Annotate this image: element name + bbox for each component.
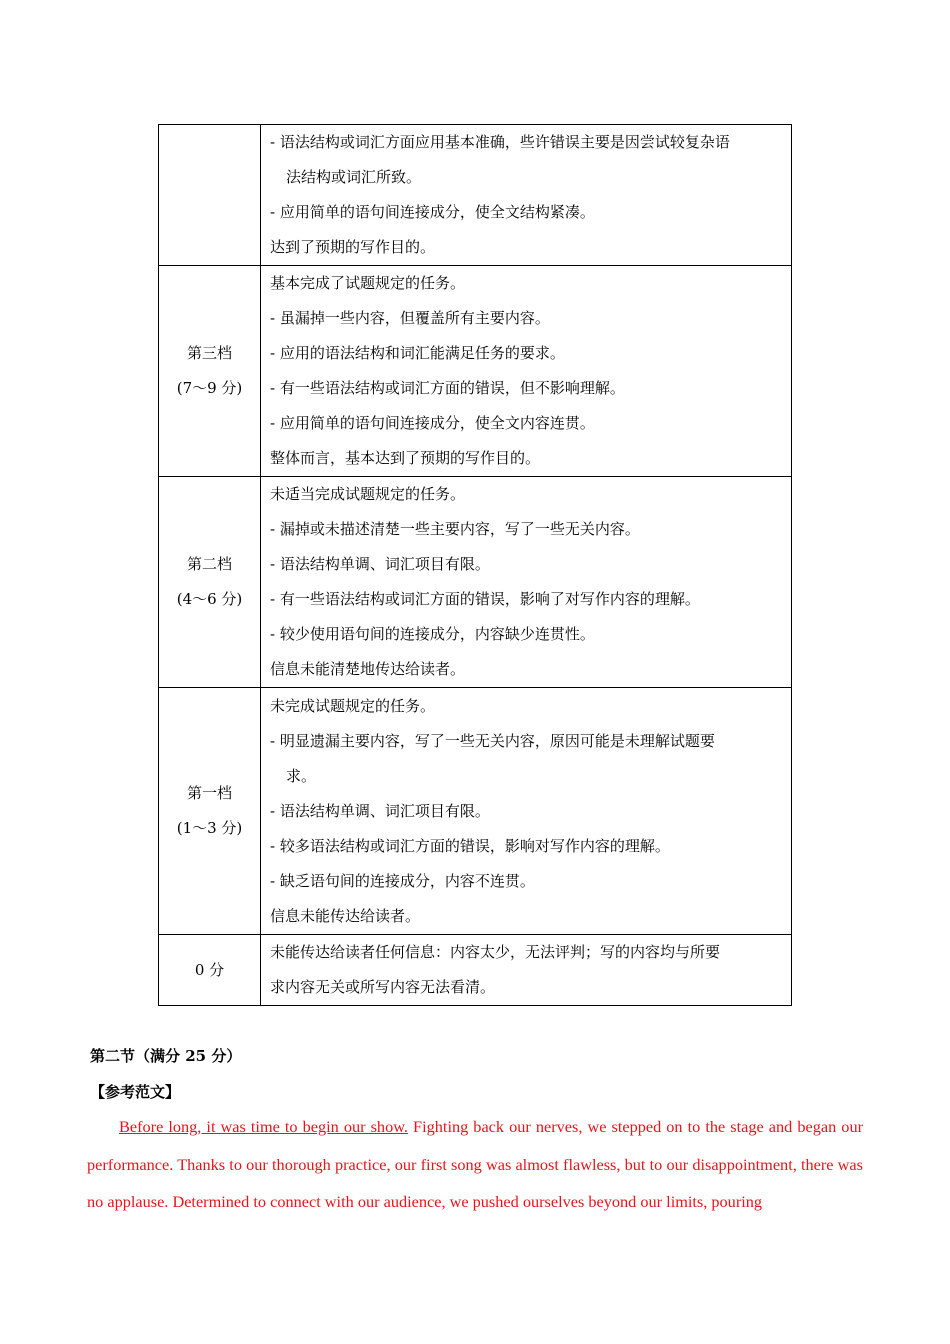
band-cell (159, 266, 261, 477)
band-label: 0 分 (194, 960, 225, 979)
description-line: - 应用简单的语句间连接成分，使全文内容连贯。 (270, 414, 595, 432)
description-line: - 较少使用语句间的连接成分，内容缺少连贯性。 (270, 625, 595, 643)
description-cell (261, 688, 792, 935)
description-line: 求内容无关或所写内容无法看清。 (270, 978, 496, 996)
essay-body: Fighting back our nerves, we stepped on to the stage and began our performance. Thanks to our thorough practice, our first song was almost flawless, but to our disappointment, there was no applause. Determined to connect with our audience, we pushed ourselves beyond our limits, pouring (87, 1117, 863, 1211)
description-line: 未完成试题规定的任务。 (270, 696, 436, 715)
table-row (159, 125, 792, 266)
table-row (159, 935, 792, 1006)
description-line: - 语法结构单调、词汇项目有限。 (270, 801, 490, 820)
description-line: - 应用的语法结构和词汇能满足任务的要求。 (270, 344, 565, 362)
band-label: 第一档 (186, 784, 232, 802)
description-cell (261, 125, 792, 266)
band-cell (159, 477, 261, 688)
band-score: (4～6 分) (176, 590, 243, 608)
description-line: 达到了预期的写作目的。 (270, 238, 436, 256)
description-line: - 明显遗漏主要内容，写了一些无关内容，原因可能是未理解试题要 (270, 731, 715, 750)
description-cell (261, 266, 792, 477)
table-row (159, 688, 792, 935)
sample-essay (87, 1108, 863, 1221)
band-cell (159, 935, 261, 1006)
section-title: 第二节（满分 25 分） (90, 1047, 242, 1065)
table-row (159, 477, 792, 688)
band-cell (159, 125, 261, 266)
band-cell (159, 688, 261, 935)
grading-table (158, 124, 792, 1006)
description-line: - 应用简单的语句间连接成分，使全文结构紧凑。 (270, 203, 595, 221)
description-line: - 缺乏语句间的连接成分，内容不连贯。 (270, 871, 535, 890)
description-line: 整体而言，基本达到了预期的写作目的。 (270, 449, 541, 467)
description-line: - 语法结构或词汇方面应用基本准确，些许错误主要是因尝试较复杂语 (270, 133, 730, 151)
description-line: 基本完成了试题规定的任务。 (270, 274, 466, 292)
description-line: 未能传达给读者任何信息：内容太少，无法评判；写的内容均与所要 (270, 943, 721, 961)
description-cell (261, 935, 792, 1006)
description-line: 求。 (286, 766, 317, 785)
description-line: - 语法结构单调、词汇项目有限。 (270, 555, 490, 573)
description-line: 信息未能清楚地传达给读者。 (270, 660, 466, 678)
description-line: - 有一些语法结构或词汇方面的错误，但不影响理解。 (270, 379, 625, 397)
description-line: 信息未能传达给读者。 (270, 906, 421, 925)
description-line: - 漏掉或未描述清楚一些主要内容，写了一些无关内容。 (270, 520, 640, 538)
description-line: - 虽漏掉一些内容，但覆盖所有主要内容。 (270, 309, 550, 327)
description-line: 法结构或词汇所致。 (286, 168, 422, 186)
band-score: (1～3 分) (176, 819, 243, 837)
band-score: (7～9 分) (176, 379, 243, 397)
sample-essay-heading: 【参考范文】 (90, 1083, 181, 1101)
description-line: - 有一些语法结构或词汇方面的错误，影响了对写作内容的理解。 (270, 590, 700, 608)
essay-first-sentence: Before long, it was time to begin our show. (119, 1117, 408, 1136)
description-line: - 较多语法结构或词汇方面的错误，影响对写作内容的理解。 (270, 836, 670, 855)
description-line: 未适当完成试题规定的任务。 (270, 485, 466, 503)
table-row (159, 266, 792, 477)
description-cell (261, 477, 792, 688)
band-label: 第三档 (186, 344, 232, 362)
band-label: 第二档 (186, 555, 232, 573)
